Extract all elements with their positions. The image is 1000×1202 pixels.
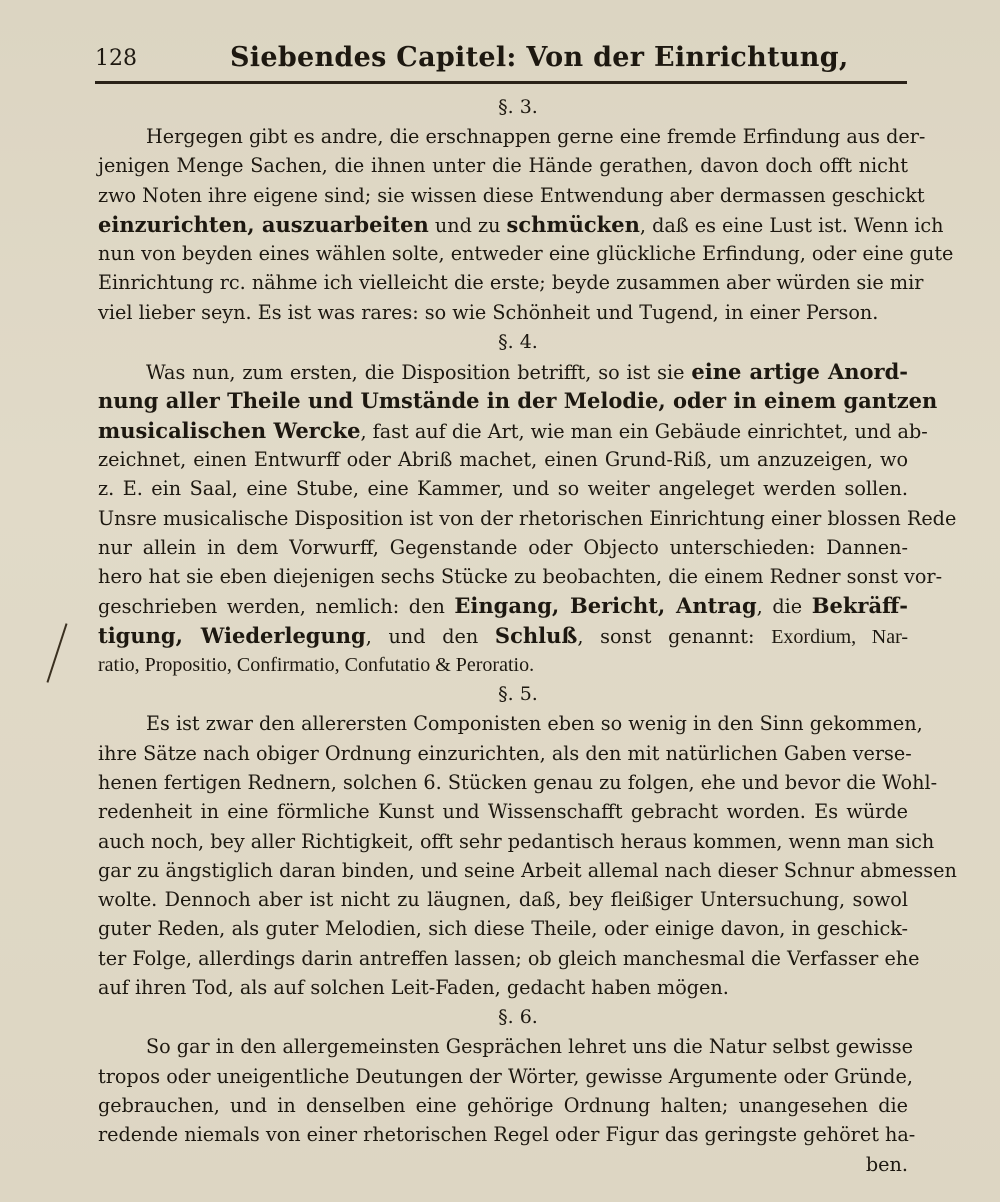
catchword: ben. [865,1152,908,1176]
text-line: tigung, Wiederlegung, und den Schluß, sonst genannt: Exordium, Nar- [98,622,909,648]
margin-pencil-mark [46,623,67,683]
text-line: Unsre musicalische Disposition ist von der rhetorischen Einrichtung einer blossen Rede [98,506,957,530]
text-line: hero hat sie eben diejenigen sechs Stücke zu beobachten, die einem Redner sonst vor- [98,565,943,589]
text-line: geschrieben werden, nemlich: den Eingang, Bericht, Antrag, die Bekräff- [98,593,909,619]
text-line: Hergegen gibt es andre, die erschnappen gerne eine fremde Erfindung aus der- [146,125,926,148]
text-line [98,650,908,679]
emphasized-text: einzurichten, auszuarbeiten [98,211,429,237]
emphasized-text: nung aller Theile und Umstände in der Melodie, oder in einem gantzen [98,388,938,414]
emphasized-text: tigung, Wiederlegung [98,622,366,648]
text-line: nun von beyden eines wählen solte, entweder eine glückliche Erfindung, oder eine gute [98,242,954,266]
text-line: zwo Noten ihre eigene sind; sie wissen diese Entwendung aber dermassen geschickt [98,183,925,207]
emphasized-text: eine artige Anord- [691,359,909,385]
running-head: Siebendes Capitel: Von der Einrichtung, [230,42,849,73]
text-line: ihre Sätze nach obiger Ordnung einzurichten, als den mit natürlichen Gaben verse- [98,741,912,765]
text-line: gar zu ängstiglich daran binden, und seine Arbeit allemal nach dieser Schnur abmessen [98,858,957,882]
text-line: guter Reden, als guter Melodien, sich diese Theile, oder einige davon, in geschick- [98,917,908,941]
emphasized-text: Schluß [494,622,578,648]
text-line: jenigen Menge Sachen, die ihnen unter die Hände gerathen, davon doch offt nicht [98,154,908,178]
text-line: redenheit in eine förmliche Kunst und Wissenschafft gebracht worden. Es würde [98,800,908,824]
text-line: viel lieber seyn. Es ist was rares: so wie Schönheit und Tugend, in einer Person. [98,300,879,324]
page-number: 128 [95,46,137,71]
emphasized-text: musicalischen Wercke [98,417,361,443]
emphasized-text: Bekräff- [811,593,909,619]
text-line: gebrauchen, und in denselben eine gehörige Ordnung halten; unangesehen die [98,1093,908,1117]
text-line [98,386,938,415]
page-header [95,40,915,80]
text-line: z. E. ein Saal, eine Stube, eine Kammer, und so weiter angeleget werden sollen. [98,477,908,501]
text-line: redende niemals von einer rhetorischen Regel oder Figur das geringste gehöret ha- [98,1123,916,1147]
header-rule [95,81,907,84]
text-line: auf ihren Tod, als auf solchen Leit-Faden, gedacht haben mögen. [98,976,729,1000]
latin-text: Exordium, Nar- [771,625,909,648]
section-heading: §. 5. [498,683,538,706]
text-line: Einrichtung rc. nähme ich vielleicht die erste; beyde zusammen aber würden sie mir [98,271,924,295]
emphasized-text: schmücken [506,211,640,237]
latin-text: ratio, Propositio, Confirmatio, Confutatio & Peroratio. [98,654,535,677]
text-line: wolte. Dennoch aber ist nicht zu läugnen, daß, bey fleißiger Untersuchung, sowol [98,888,908,912]
text-line: musicalischen Wercke, fast auf die Art, wie man ein Gebäude einrichtet, und ab- [98,417,928,443]
text-line: einzurichten, auszuarbeiten und zu schmücken, daß es eine Lust ist. Wenn ich [98,211,944,237]
text-line: henen fertigen Rednern, solchen 6. Stücken genau zu folgen, ehe und bevor die Wohl- [98,770,938,794]
text-line: ter Folge, allerdings darin antreffen lassen; ob gleich manchesmal die Verfasser ehe [98,946,920,970]
text-line: tropos oder uneigentliche Deutungen der Wörter, gewisse Argumente oder Gründe, [98,1064,913,1088]
text-line: So gar in den allergemeinsten Gesprächen lehret uns die Natur selbst gewisse [146,1035,913,1059]
text-line: nur allein in dem Vorwurff, Gegenstande oder Objecto unterschieden: Dannen- [98,535,908,559]
section-heading: §. 3. [498,96,538,118]
section-heading: §. 6. [498,1006,538,1029]
body-text [98,92,957,1179]
text-line: Es ist zwar den allerersten Componisten eben so wenig in den Sinn gekommen, [146,712,923,736]
emphasized-text: Eingang, Bericht, Antrag [454,593,757,619]
text-line: auch noch, bey aller Richtigkeit, offt sehr pedantisch heraus kommen, wenn man sich [98,829,935,853]
text-line: Was nun, zum ersten, die Disposition betrifft, so ist sie eine artige Anord- [146,359,909,385]
section-heading: §. 4. [498,331,538,354]
text-line: zeichnet, einen Entwurff oder Abriß machet, einen Grund-Riß, um anzuzeigen, wo [98,447,908,471]
